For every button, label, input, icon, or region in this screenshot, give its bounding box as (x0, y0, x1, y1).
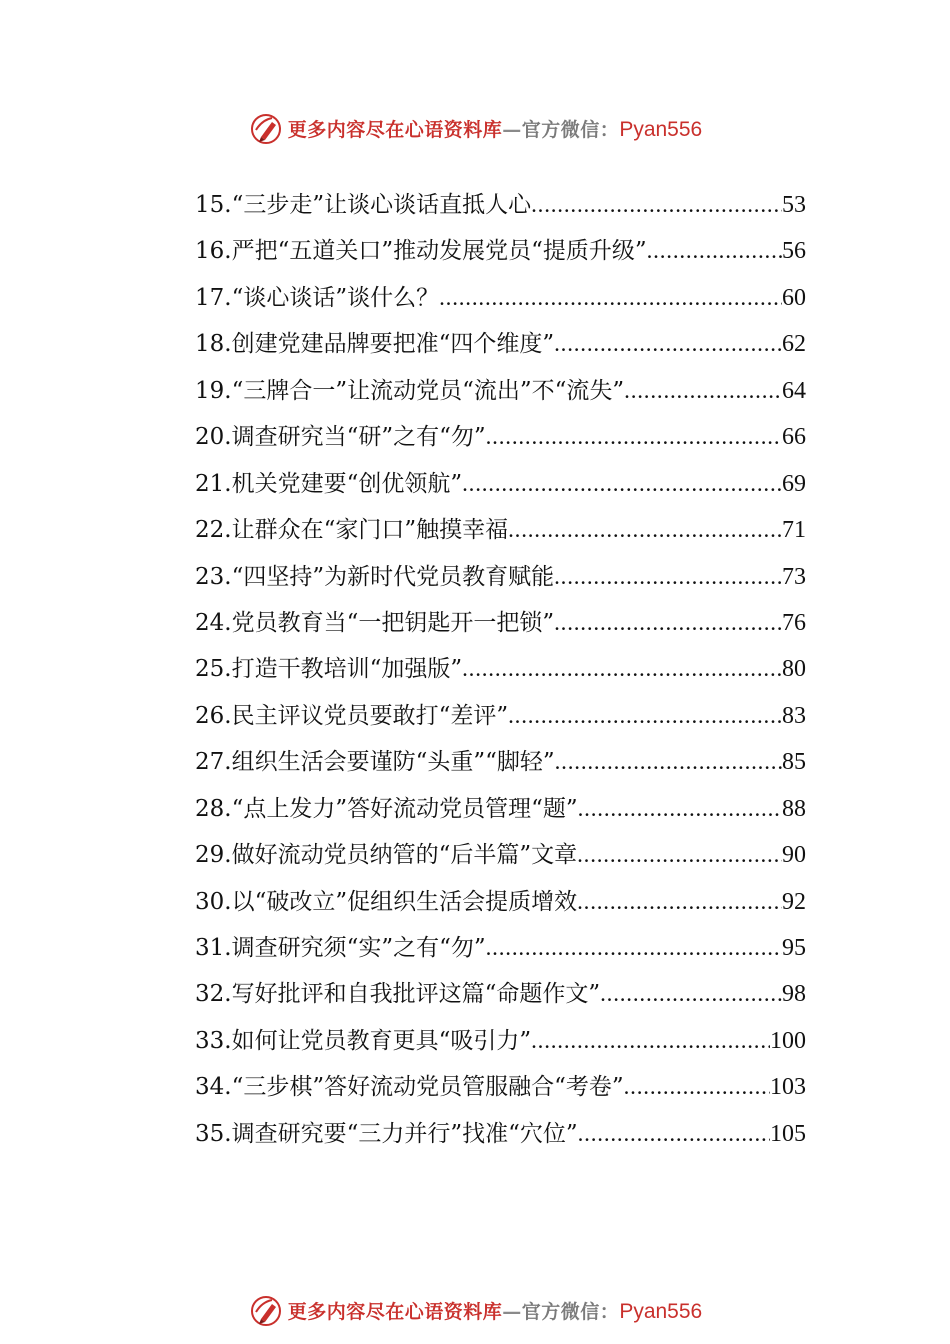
toc-entry-title: 16.严把“五道关口”推动发展党员“提质升级” (195, 238, 647, 265)
toc-entry (195, 927, 806, 973)
header-banner (0, 108, 950, 148)
toc-entry-title: 23.“四坚持”为新时代党员教育赋能 (195, 563, 555, 590)
toc-entry-page: 100 (770, 1027, 806, 1054)
toc-entry (195, 788, 806, 834)
pen-logo-icon (248, 1292, 284, 1328)
toc-entry-page: 62 (782, 331, 806, 358)
toc-dot-leader (508, 695, 782, 737)
banner-account-id: Pyan556 (619, 1299, 703, 1323)
toc-entry (195, 556, 806, 602)
toc-entry-title: 17.“谈心谈话”谈什么？ (195, 284, 440, 311)
toc-dot-leader (531, 1020, 770, 1062)
banner-wechat-label: 官方微信： (521, 118, 620, 141)
toc-entry-title: 31.调查研究须“实”之有“勿” (195, 935, 486, 961)
toc-entry-title: 15.“三步走”让谈心谈话直抵人心 (195, 192, 532, 218)
banner-main-text: 更多内容尽在心语资料库 (287, 1300, 503, 1323)
footer-banner-text (288, 1297, 702, 1324)
toc-entry-page: 95 (782, 935, 806, 961)
toc-entry (195, 323, 806, 369)
toc-dot-leader (531, 184, 782, 226)
toc-entry-page: 103 (770, 1074, 806, 1101)
header-banner-text (288, 115, 702, 142)
toc-entry (195, 1020, 806, 1066)
toc-entry (195, 648, 806, 694)
toc-entry (195, 509, 806, 555)
toc-entry (195, 973, 806, 1019)
toc-entry-page: 73 (782, 563, 806, 590)
toc-dot-leader (486, 927, 782, 969)
toc-entry (195, 416, 806, 462)
toc-dot-leader (578, 788, 782, 830)
toc-dot-leader (508, 509, 782, 551)
toc-dot-leader (554, 323, 782, 365)
toc-dot-leader (462, 463, 782, 505)
toc-entry (195, 277, 806, 323)
toc-entry-title: 22.让群众在“家门口”触摸幸福 (195, 517, 509, 544)
toc-entry-page: 92 (782, 888, 806, 915)
toc-dot-leader (462, 648, 782, 690)
toc-dot-leader (486, 416, 782, 458)
toc-entry-title: 18.创建党建品牌要把准“四个维度” (195, 331, 555, 358)
toc-entry-page: 69 (782, 470, 806, 497)
toc-dot-leader (647, 230, 782, 272)
toc-entry (195, 695, 806, 741)
toc-entry-page: 60 (782, 284, 806, 311)
toc-entry-title: 35.调查研究要“三力并行”找准“穴位” (195, 1120, 578, 1147)
toc-dot-leader (624, 1066, 770, 1108)
toc-entry-page: 98 (782, 981, 806, 1008)
toc-entry-page: 71 (782, 517, 806, 544)
toc-entry-page: 53 (782, 192, 806, 218)
toc-entry (195, 230, 806, 276)
table-of-contents (195, 184, 806, 1159)
toc-entry-title: 26.民主评议党员要敢打“差评” (195, 702, 509, 729)
toc-dot-leader (554, 556, 782, 598)
toc-entry-page: 64 (782, 377, 806, 404)
banner-main-text: 更多内容尽在心语资料库 (287, 118, 503, 141)
footer-banner (0, 1290, 950, 1330)
toc-entry (195, 881, 806, 927)
toc-dot-leader (439, 277, 782, 319)
toc-entry-page: 83 (782, 702, 806, 729)
toc-dot-leader (624, 370, 782, 412)
toc-entry (195, 1066, 806, 1112)
toc-dot-leader (577, 881, 782, 923)
toc-entry-page: 66 (782, 424, 806, 451)
banner-separator: — (502, 118, 522, 141)
toc-dot-leader (555, 741, 782, 783)
toc-entry-title: 30.以“破改立”促组织生活会提质增效 (195, 888, 578, 915)
toc-entry-title: 27.组织生活会要谨防“头重”“脚轻” (195, 749, 555, 776)
banner-wechat-label: 官方微信： (521, 1300, 620, 1323)
toc-entry-title: 20.调查研究当“研”之有“勿” (195, 424, 486, 451)
toc-entry-title: 33.如何让党员教育更具“吸引力” (195, 1027, 532, 1054)
toc-entry-title: 19.“三牌合一”让流动党员“流出”不“流失” (195, 377, 625, 404)
toc-entry-page: 105 (770, 1120, 806, 1147)
toc-dot-leader (578, 1113, 770, 1155)
toc-dot-leader (554, 602, 782, 644)
pen-logo-icon (248, 110, 284, 146)
toc-entry-title: 29.做好流动党员纳管的“后半篇”文章 (195, 842, 578, 869)
toc-entry-page: 76 (782, 609, 806, 636)
toc-entry-page: 56 (782, 238, 806, 265)
toc-entry-title: 28.“点上发力”答好流动党员管理“题” (195, 795, 578, 822)
toc-entry-title: 24.党员教育当“一把钥匙开一把锁” (195, 609, 555, 636)
toc-entry-title: 25.打造干教培训“加强版” (195, 656, 463, 683)
toc-entry-page: 85 (782, 749, 806, 776)
banner-separator: — (502, 1300, 522, 1323)
toc-entry (195, 463, 806, 509)
toc-entry (195, 602, 806, 648)
toc-entry (195, 184, 806, 230)
toc-entry-title: 32.写好批评和自我批评这篇“命题作文” (195, 981, 601, 1008)
toc-entry (195, 370, 806, 416)
toc-dot-leader (577, 834, 782, 876)
toc-entry-page: 80 (782, 656, 806, 683)
toc-entry-page: 90 (782, 842, 806, 869)
toc-entry-title: 21.机关党建要“创优领航” (195, 470, 463, 497)
toc-entry-page: 88 (782, 795, 806, 822)
toc-entry-title: 34.“三步棋”答好流动党员管服融合“考卷” (195, 1074, 624, 1101)
toc-dot-leader (600, 973, 782, 1015)
toc-entry (195, 741, 806, 787)
banner-account-id: Pyan556 (619, 117, 703, 141)
toc-entry (195, 1113, 806, 1159)
toc-entry (195, 834, 806, 880)
